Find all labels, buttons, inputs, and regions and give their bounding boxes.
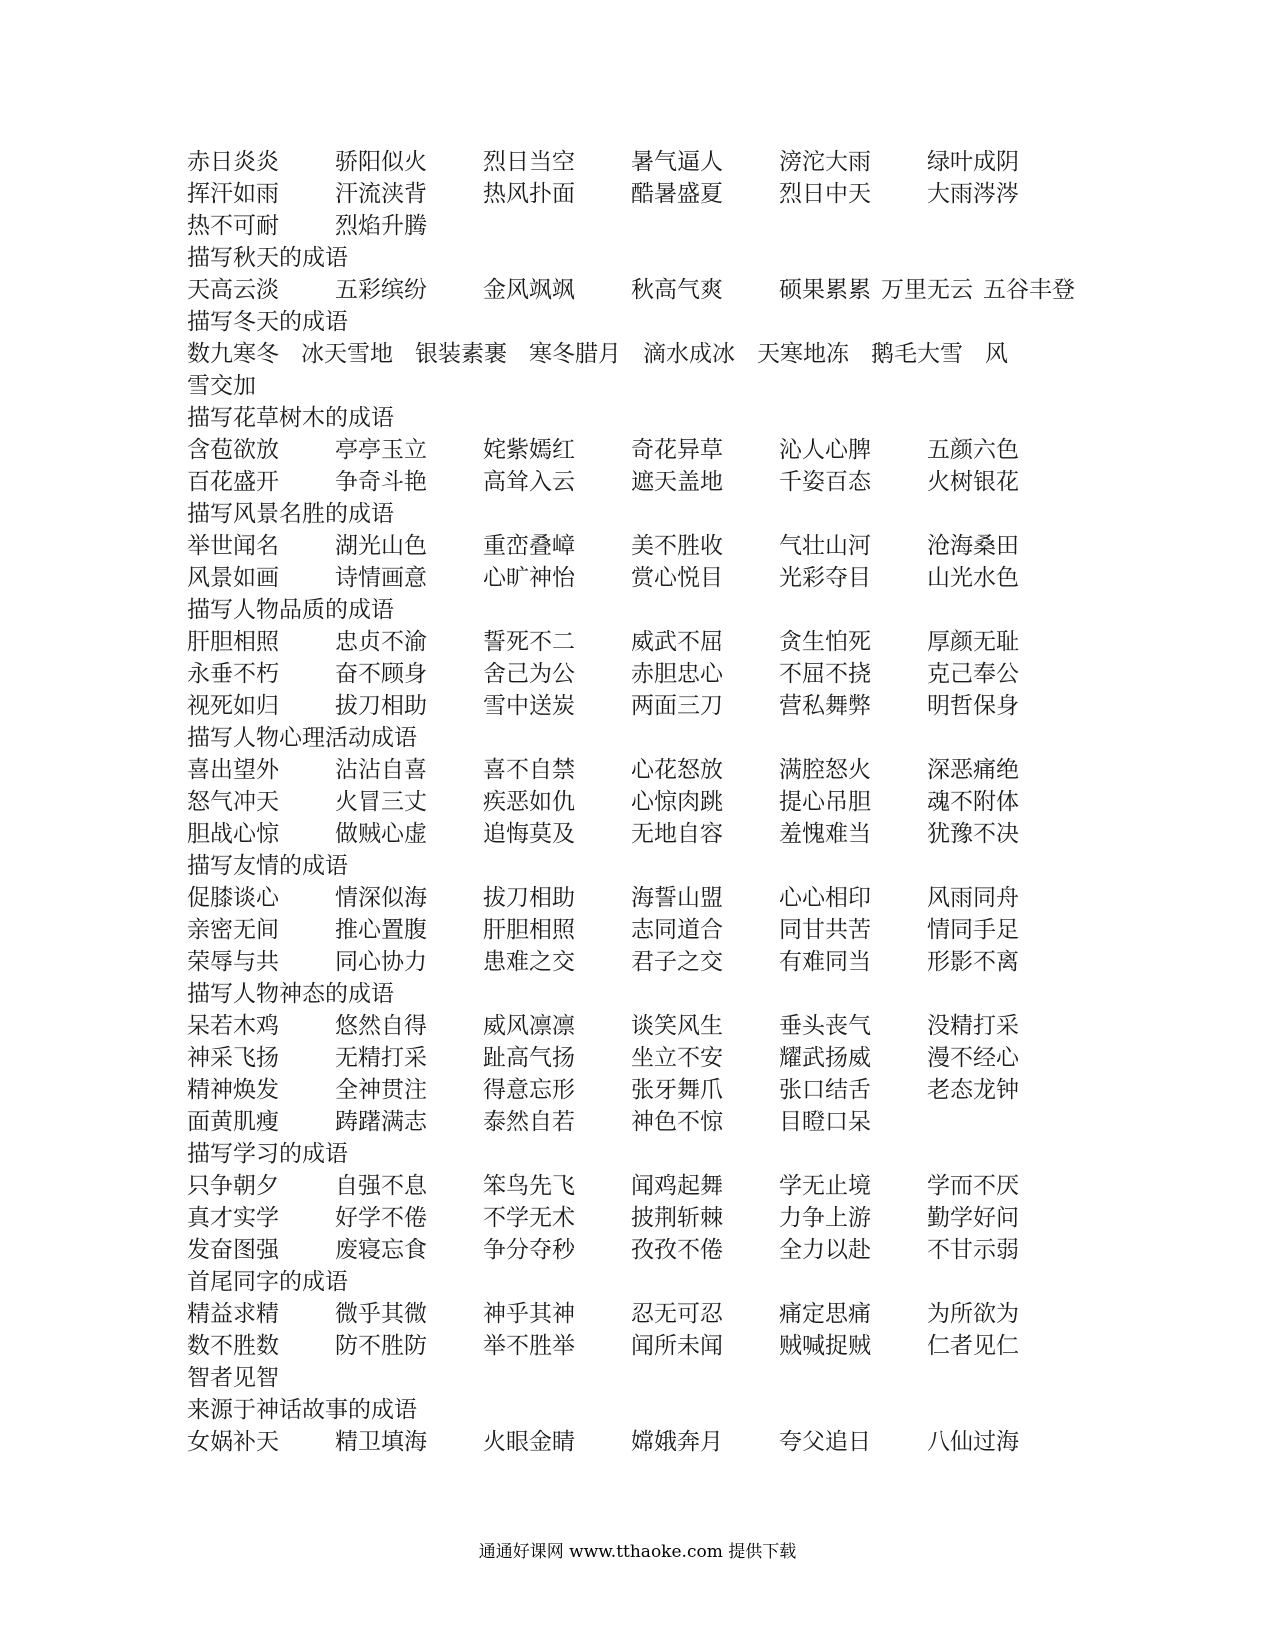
idiom-item: 百花盛开	[187, 469, 279, 495]
section-heading: 来源于神话故事的成语	[187, 1397, 417, 1423]
idiom-item: 同心协力	[335, 949, 427, 975]
idiom-item: 天寒地冻	[757, 341, 849, 367]
idiom-item: 全神贯注	[335, 1077, 427, 1103]
idiom-item: 只争朝夕	[187, 1173, 279, 1199]
idiom-item: 精卫填海	[335, 1429, 427, 1455]
idiom-item: 厚颜无耻	[927, 629, 1019, 655]
idiom-item: 有难同当	[779, 949, 871, 975]
idiom-item: 仁者见仁	[927, 1333, 1019, 1359]
idiom-item: 不屈不挠	[779, 661, 871, 687]
idiom-item: 沁人心脾	[779, 437, 871, 463]
idiom-item: 亭亭玉立	[335, 437, 427, 463]
idiom-row	[187, 1106, 1087, 1138]
idiom-item: 舍己为公	[483, 661, 575, 687]
idiom-item: 亲密无间	[187, 917, 279, 943]
idiom-item: 垂头丧气	[779, 1013, 871, 1039]
idiom-item: 废寝忘食	[335, 1237, 427, 1263]
idiom-item: 雪交加	[187, 373, 256, 399]
idiom-item: 天高云淡	[187, 277, 279, 303]
idiom-item: 神采飞扬	[187, 1045, 279, 1071]
idiom-row	[187, 690, 1087, 722]
idiom-item: 笨鸟先飞	[483, 1173, 575, 1199]
idiom-item: 金风飒飒	[483, 277, 575, 303]
idiom-row	[187, 1426, 1087, 1458]
idiom-item: 犹豫不决	[927, 821, 1019, 847]
idiom-item: 暑气逼人	[631, 149, 723, 175]
idiom-row	[187, 530, 1087, 562]
idiom-item: 无精打采	[335, 1045, 427, 1071]
idiom-item: 重峦叠嶂	[483, 533, 575, 559]
idiom-row	[187, 914, 1087, 946]
idiom-item: 耀武扬威	[779, 1045, 871, 1071]
idiom-item: 肝胆相照	[483, 917, 575, 943]
idiom-item: 骄阳似火	[335, 149, 427, 175]
idiom-row	[187, 338, 1087, 370]
idiom-item: 情深似海	[335, 885, 427, 911]
idiom-item: 坐立不安	[631, 1045, 723, 1071]
idiom-item: 志同道合	[631, 917, 723, 943]
idiom-item: 真才实学	[187, 1205, 279, 1231]
idiom-item: 举不胜举	[483, 1333, 575, 1359]
idiom-item: 胆战心惊	[187, 821, 279, 847]
idiom-row	[187, 146, 1087, 178]
idiom-item: 提心吊胆	[779, 789, 871, 815]
idiom-item: 热风扑面	[483, 181, 575, 207]
idiom-item: 绿叶成阴	[927, 149, 1019, 175]
idiom-row	[187, 466, 1087, 498]
idiom-item: 学无止境	[779, 1173, 871, 1199]
idiom-item: 明哲保身	[927, 693, 1019, 719]
idiom-item: 踌躇满志	[335, 1109, 427, 1135]
idiom-item: 悠然自得	[335, 1013, 427, 1039]
section-heading: 描写冬天的成语	[187, 309, 348, 335]
idiom-item: 心花怒放	[631, 757, 723, 783]
idiom-row	[187, 562, 1087, 594]
idiom-item: 火树银花	[927, 469, 1019, 495]
idiom-item: 火冒三丈	[335, 789, 427, 815]
idiom-item: 谈笑风生	[631, 1013, 723, 1039]
idiom-item: 挥汗如雨	[187, 181, 279, 207]
idiom-item: 不甘示弱	[927, 1237, 1019, 1263]
idiom-item: 喜出望外	[187, 757, 279, 783]
idiom-row	[187, 626, 1087, 658]
idiom-item: 目瞪口呆	[779, 1109, 871, 1135]
idiom-item: 举世闻名	[187, 533, 279, 559]
idiom-item: 疾恶如仇	[483, 789, 575, 815]
idiom-row	[187, 1330, 1087, 1362]
idiom-item: 五谷丰登	[983, 277, 1075, 303]
idiom-item: 视死如归	[187, 693, 279, 719]
idiom-item: 好学不倦	[335, 1205, 427, 1231]
idiom-item: 风	[985, 341, 1008, 367]
idiom-item: 湖光山色	[335, 533, 427, 559]
idiom-item: 誓死不二	[483, 629, 575, 655]
idiom-item: 荣辱与共	[187, 949, 279, 975]
idiom-row	[187, 1298, 1087, 1330]
idiom-item: 心心相印	[779, 885, 871, 911]
idiom-item: 含苞欲放	[187, 437, 279, 463]
idiom-item: 冰天雪地	[301, 341, 393, 367]
idiom-item: 八仙过海	[927, 1429, 1019, 1455]
idiom-row	[187, 946, 1087, 978]
idiom-item: 无地自容	[631, 821, 723, 847]
idiom-item: 奇花异草	[631, 437, 723, 463]
idiom-item: 汗流浃背	[335, 181, 427, 207]
idiom-item: 秋高气爽	[631, 277, 723, 303]
idiom-item: 神乎其神	[483, 1301, 575, 1327]
page-footer: 通通好课网 www.tthaoke.com 提供下载	[478, 1542, 797, 1562]
idiom-item: 营私舞弊	[779, 693, 871, 719]
idiom-item: 两面三刀	[631, 693, 723, 719]
section-heading: 描写秋天的成语	[187, 245, 348, 271]
idiom-item: 张牙舞爪	[631, 1077, 723, 1103]
idiom-item: 拔刀相助	[483, 885, 575, 911]
idiom-item: 诗情画意	[335, 565, 427, 591]
idiom-item: 漫不经心	[927, 1045, 1019, 1071]
idiom-item: 为所欲为	[927, 1301, 1019, 1327]
section-heading: 描写人物神态的成语	[187, 981, 394, 1007]
idiom-item: 推心置腹	[335, 917, 427, 943]
idiom-item: 雪中送炭	[483, 693, 575, 719]
idiom-item: 自强不息	[335, 1173, 427, 1199]
idiom-row	[187, 1234, 1087, 1266]
idiom-item: 形影不离	[927, 949, 1019, 975]
idiom-item: 全力以赴	[779, 1237, 871, 1263]
idiom-item: 心惊肉跳	[631, 789, 723, 815]
idiom-item: 五彩缤纷	[335, 277, 427, 303]
idiom-item: 风雨同舟	[927, 885, 1019, 911]
idiom-item: 神色不惊	[631, 1109, 723, 1135]
idiom-item: 数九寒冬	[187, 341, 279, 367]
idiom-item: 忍无可忍	[631, 1301, 723, 1327]
section-heading: 首尾同字的成语	[187, 1269, 348, 1295]
idiom-row	[187, 1202, 1087, 1234]
idiom-list-document	[187, 146, 1087, 1458]
idiom-item: 防不胜防	[335, 1333, 427, 1359]
idiom-item: 赏心悦目	[631, 565, 723, 591]
idiom-item: 闻鸡起舞	[631, 1173, 723, 1199]
idiom-row	[187, 210, 1087, 242]
idiom-item: 争奇斗艳	[335, 469, 427, 495]
idiom-item: 赤日炎炎	[187, 149, 279, 175]
section-heading: 描写花草树木的成语	[187, 405, 394, 431]
idiom-item: 贪生怕死	[779, 629, 871, 655]
idiom-item: 痛定思痛	[779, 1301, 871, 1327]
idiom-item: 高耸入云	[483, 469, 575, 495]
idiom-item: 光彩夺目	[779, 565, 871, 591]
idiom-item: 风景如画	[187, 565, 279, 591]
idiom-item: 火眼金睛	[483, 1429, 575, 1455]
idiom-item: 怒气冲天	[187, 789, 279, 815]
idiom-item: 五颜六色	[927, 437, 1019, 463]
section-heading: 描写学习的成语	[187, 1141, 348, 1167]
idiom-item: 银装素裹	[415, 341, 507, 367]
idiom-item: 泰然自若	[483, 1109, 575, 1135]
idiom-item: 促膝谈心	[187, 885, 279, 911]
idiom-row	[187, 754, 1087, 786]
idiom-row	[187, 1042, 1087, 1074]
idiom-item: 烈日中天	[779, 181, 871, 207]
idiom-item: 面黄肌瘦	[187, 1109, 279, 1135]
idiom-item: 烈焰升腾	[335, 213, 427, 239]
idiom-item: 万里无云	[881, 277, 973, 303]
idiom-item: 孜孜不倦	[631, 1237, 723, 1263]
idiom-item: 肝胆相照	[187, 629, 279, 655]
idiom-item: 张口结舌	[779, 1077, 871, 1103]
idiom-item: 魂不附体	[927, 789, 1019, 815]
idiom-row	[187, 786, 1087, 818]
idiom-item: 嫦娥奔月	[631, 1429, 723, 1455]
idiom-row	[187, 370, 1087, 402]
idiom-item: 姹紫嫣红	[483, 437, 575, 463]
idiom-row	[187, 274, 1087, 306]
idiom-item: 患难之交	[483, 949, 575, 975]
idiom-item: 没精打采	[927, 1013, 1019, 1039]
idiom-item: 精益求精	[187, 1301, 279, 1327]
idiom-row	[187, 1362, 1087, 1394]
idiom-item: 君子之交	[631, 949, 723, 975]
idiom-item: 烈日当空	[483, 149, 575, 175]
section-heading: 描写人物品质的成语	[187, 597, 394, 623]
idiom-item: 寒冬腊月	[529, 341, 621, 367]
idiom-item: 大雨涔涔	[927, 181, 1019, 207]
idiom-item: 贼喊捉贼	[779, 1333, 871, 1359]
idiom-row	[187, 1010, 1087, 1042]
idiom-item: 克己奉公	[927, 661, 1019, 687]
idiom-item: 老态龙钟	[927, 1077, 1019, 1103]
idiom-item: 学而不厌	[927, 1173, 1019, 1199]
idiom-item: 争分夺秒	[483, 1237, 575, 1263]
idiom-item: 滴水成冰	[643, 341, 735, 367]
idiom-item: 不学无术	[483, 1205, 575, 1231]
idiom-item: 赤胆忠心	[631, 661, 723, 687]
idiom-row	[187, 178, 1087, 210]
idiom-item: 心旷神怡	[483, 565, 575, 591]
idiom-item: 勤学好问	[927, 1205, 1019, 1231]
idiom-item: 硕果累累	[779, 277, 871, 303]
idiom-row	[187, 658, 1087, 690]
idiom-item: 忠贞不渝	[335, 629, 427, 655]
idiom-row	[187, 882, 1087, 914]
idiom-item: 得意忘形	[483, 1077, 575, 1103]
idiom-item: 披荆斩棘	[631, 1205, 723, 1231]
idiom-item: 拔刀相助	[335, 693, 427, 719]
section-heading: 描写友情的成语	[187, 853, 348, 879]
idiom-item: 沧海桑田	[927, 533, 1019, 559]
idiom-item: 满腔怒火	[779, 757, 871, 783]
idiom-item: 热不可耐	[187, 213, 279, 239]
section-heading: 描写人物心理活动成语	[187, 725, 417, 751]
idiom-item: 追悔莫及	[483, 821, 575, 847]
idiom-item: 滂沱大雨	[779, 149, 871, 175]
idiom-item: 趾高气扬	[483, 1045, 575, 1071]
idiom-item: 气壮山河	[779, 533, 871, 559]
idiom-row	[187, 1170, 1087, 1202]
idiom-row	[187, 818, 1087, 850]
idiom-item: 微乎其微	[335, 1301, 427, 1327]
idiom-item: 做贼心虚	[335, 821, 427, 847]
idiom-item: 沾沾自喜	[335, 757, 427, 783]
idiom-item: 羞愧难当	[779, 821, 871, 847]
idiom-item: 威风凛凛	[483, 1013, 575, 1039]
idiom-item: 同甘共苦	[779, 917, 871, 943]
idiom-item: 呆若木鸡	[187, 1013, 279, 1039]
idiom-row	[187, 1074, 1087, 1106]
idiom-item: 深恶痛绝	[927, 757, 1019, 783]
idiom-item: 千姿百态	[779, 469, 871, 495]
idiom-item: 喜不自禁	[483, 757, 575, 783]
idiom-item: 美不胜收	[631, 533, 723, 559]
idiom-item: 夸父追日	[779, 1429, 871, 1455]
idiom-item: 智者见智	[187, 1365, 279, 1391]
idiom-item: 闻所未闻	[631, 1333, 723, 1359]
section-heading: 描写风景名胜的成语	[187, 501, 394, 527]
idiom-row	[187, 434, 1087, 466]
idiom-item: 山光水色	[927, 565, 1019, 591]
idiom-item: 永垂不朽	[187, 661, 279, 687]
idiom-item: 遮天盖地	[631, 469, 723, 495]
idiom-item: 奋不顾身	[335, 661, 427, 687]
idiom-item: 女娲补天	[187, 1429, 279, 1455]
idiom-item: 发奋图强	[187, 1237, 279, 1263]
idiom-item: 鹅毛大雪	[871, 341, 963, 367]
idiom-item: 威武不屈	[631, 629, 723, 655]
idiom-item: 数不胜数	[187, 1333, 279, 1359]
idiom-item: 酷暑盛夏	[631, 181, 723, 207]
idiom-item: 情同手足	[927, 917, 1019, 943]
idiom-item: 海誓山盟	[631, 885, 723, 911]
idiom-item: 精神焕发	[187, 1077, 279, 1103]
idiom-item: 力争上游	[779, 1205, 871, 1231]
